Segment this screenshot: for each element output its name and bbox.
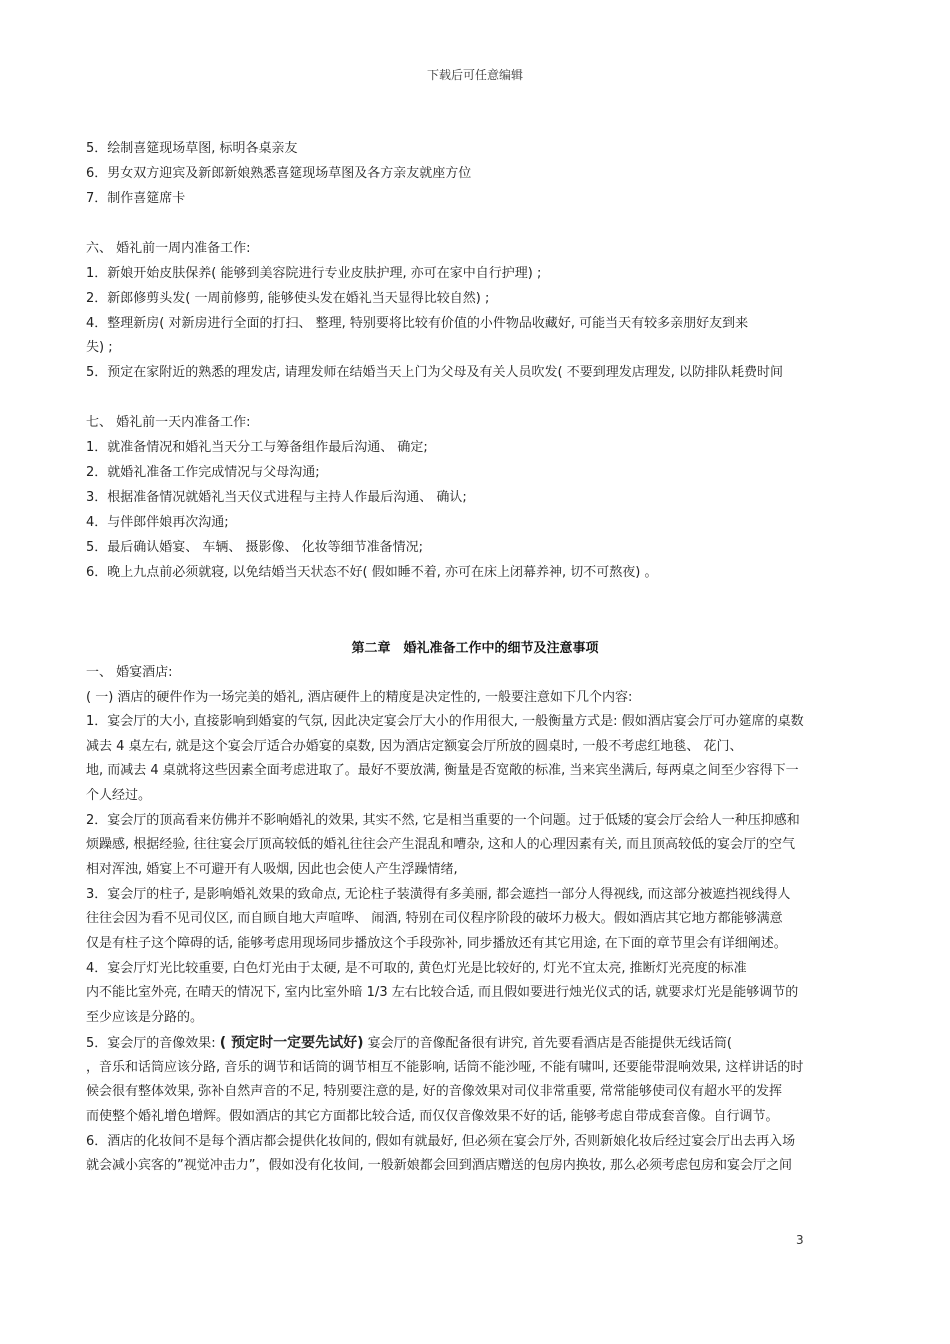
list-item: 3．根据准备情况就婚礼当天仪式进程与主持人作最后沟通、 确认; [86,490,467,505]
paragraph-line: 候会很有整体效果, 弥补自然声音的不足, 特别要注意的是, 好的音像效果对司仪非常重要, 常常能够使司仪有超水平的发挥 [86,1084,783,1099]
list-item: 1．新娘开始皮肤保养( 能够到美容院进行专业皮肤护理, 亦可在家中自行护理) ; [86,266,542,281]
list-item: 2．新郎修剪头发( 一周前修剪, 能够使头发在婚礼当天显得比较自然) ; [86,291,490,306]
section-heading: 六、 婚礼前一周内准备工作: [86,241,251,256]
paragraph-line: 内不能比室外亮, 在晴天的情况下, 室内比室外暗 1/3 左右比较合适, 而且假如要进行烛光仪式的话, 就要求灯光是能够调节的 [86,985,799,1000]
list-item: 7．制作喜筵席卡 [86,191,186,206]
paragraph-line: 个人经过。 [86,788,152,803]
paragraph-line: 相对浑浊, 婚宴上不可避开有人吸烟, 因此也会使人产生浮躁情绪, [86,862,458,877]
paragraph-line: 仅是有柱子这个障碍的话, 能够考虑用现场同步播放这个手段弥补, 同步播放还有其它用途, 在下面的章节里会有详细阐述。 [86,936,787,951]
list-item: 5．预定在家附近的熟悉的理发店, 请理发师在结婚当天上门为父母及有关人员吹发( 不要到理发店理发, 以防排队耗费时间 [86,365,784,380]
section-heading: 一、 婚宴酒店: [86,665,173,680]
paragraph-line: 就会减小宾客的”视觉冲击力”，假如没有化妆间, 一般新娘都会回到酒店赠送的包房内换妆, 那么必须考虑包房和宴会厅之间 [86,1158,792,1173]
paragraph-line: 烦躁感, 根据经验, 往往宴会厅顶高较低的婚礼往往会产生混乱和嘈杂, 这和人的心理因素有关, 而且顶高较低的宴会厅的空气 [86,837,796,852]
list-item: 4．整理新房( 对新房进行全面的打扫、 整理, 特别要将比较有价值的小件物品收藏好, 可能当天有较多亲朋好友到来 [86,316,749,331]
list-item: 失) ; [86,340,113,355]
page-number: 3 [796,1233,804,1247]
paragraph-line: 往往会因为看不见司仪区, 而自顾自地大声喧哗、 闹酒, 特别在司仪程序阶段的破坏力极大。假如酒店其它地方都能够满意 [86,911,783,926]
list-item: 4．与伴郎伴娘再次沟通; [86,515,229,530]
paragraph-line-item5 [86,1033,732,1054]
list-item: 5．绘制喜筵现场草图, 标明各桌亲友 [86,141,298,156]
paragraph-line: ，音乐和话筒应该分路, 音乐的调节和话筒的调节相互不能影响, 话筒不能沙哑, 不能有啸叫, 还要能带混响效果, 这样讲话的时 [86,1060,804,1075]
paragraph-line: 地, 而减去 4 桌就将这些因素全面考虑进取了。最好不要放满, 衡量是否宽敞的标准, 当来宾坐满后, 每两桌之间至少容得下一 [86,763,799,778]
paragraph-line: 而使整个婚礼增色增辉。假如酒店的其它方面都比较合适, 而仅仅音像效果不好的话, 能够考虑自带成套音像。自行调节。 [86,1109,779,1124]
paragraph-line: 4．宴会厅灯光比较重要, 白色灯光由于太硬, 是不可取的, 黄色灯光是比较好的, 灯光不宜太亮, 推断灯光亮度的标准 [86,961,747,976]
paragraph-line: 至少应该是分路的。 [86,1010,204,1025]
section-heading: 七、 婚礼前一天内准备工作: [86,415,251,430]
paragraph-line: ( 一) 酒店的硬件作为一场完美的婚礼, 酒店硬件上的精度是决定性的, 一般要注意如下几个内容: [86,690,633,705]
page-header: 下载后可任意编辑 [426,68,523,82]
list-item: 5．最后确认婚宴、 车辆、 摄影像、 化妆等细节准备情况; [86,540,424,555]
list-item: 6．男女双方迎宾及新郎新娘熟悉喜筵现场草图及各方亲友就座方位 [86,166,472,181]
paragraph-line: 6．酒店的化妆间不是每个酒店都会提供化妆间的, 假如有就最好, 但必须在宴会厅外, 否则新娘化妆后经过宴会厅出去再入场 [86,1134,796,1149]
list-item: 2．就婚礼准备工作完成情况与父母沟通; [86,465,320,480]
item5-suffix: 宴会厅的音像配备很有讲究, 首先要看酒店是否能提供无线话筒( [363,1036,732,1051]
paragraph-line: 3．宴会厅的柱子, 是影响婚礼效果的致命点, 无论柱子装潢得有多美丽, 都会遮挡一部分人得视线, 而这部分被遮挡视线得人 [86,887,791,902]
chapter-title: 第二章 婚礼准备工作中的细节及注意事项 [351,641,599,656]
list-item: 6．晚上九点前必须就寝, 以免结婚当天状态不好( 假如睡不着, 亦可在床上闭幕养神, 切不可熬夜) 。 [86,565,658,580]
list-item: 1．就准备情况和婚礼当天分工与筹备组作最后沟通、 确定; [86,440,428,455]
paragraph-line: 1．宴会厅的大小, 直接影响到婚宴的气氛, 因此决定宴会厅大小的作用很大, 一般衡量方式是: 假如酒店宴会厅可办筵席的桌数 [86,714,804,729]
paragraph-line: 减去 4 桌左右, 就是这个宴会厅适合办婚宴的桌数, 因为酒店定额宴会厅所放的圆桌时, 一般不考虑红地毯、 花门、 [86,739,743,754]
item5-prefix: 5．宴会厅的音像效果: [86,1036,220,1051]
item5-emphasis: ( 预定时一定要先试好) [219,1035,364,1051]
paragraph-line: 2．宴会厅的顶高看来仿佛并不影响婚礼的效果, 其实不然, 它是相当重要的一个问题。过于低矮的宴会厅会给人一种压抑感和 [86,813,800,828]
